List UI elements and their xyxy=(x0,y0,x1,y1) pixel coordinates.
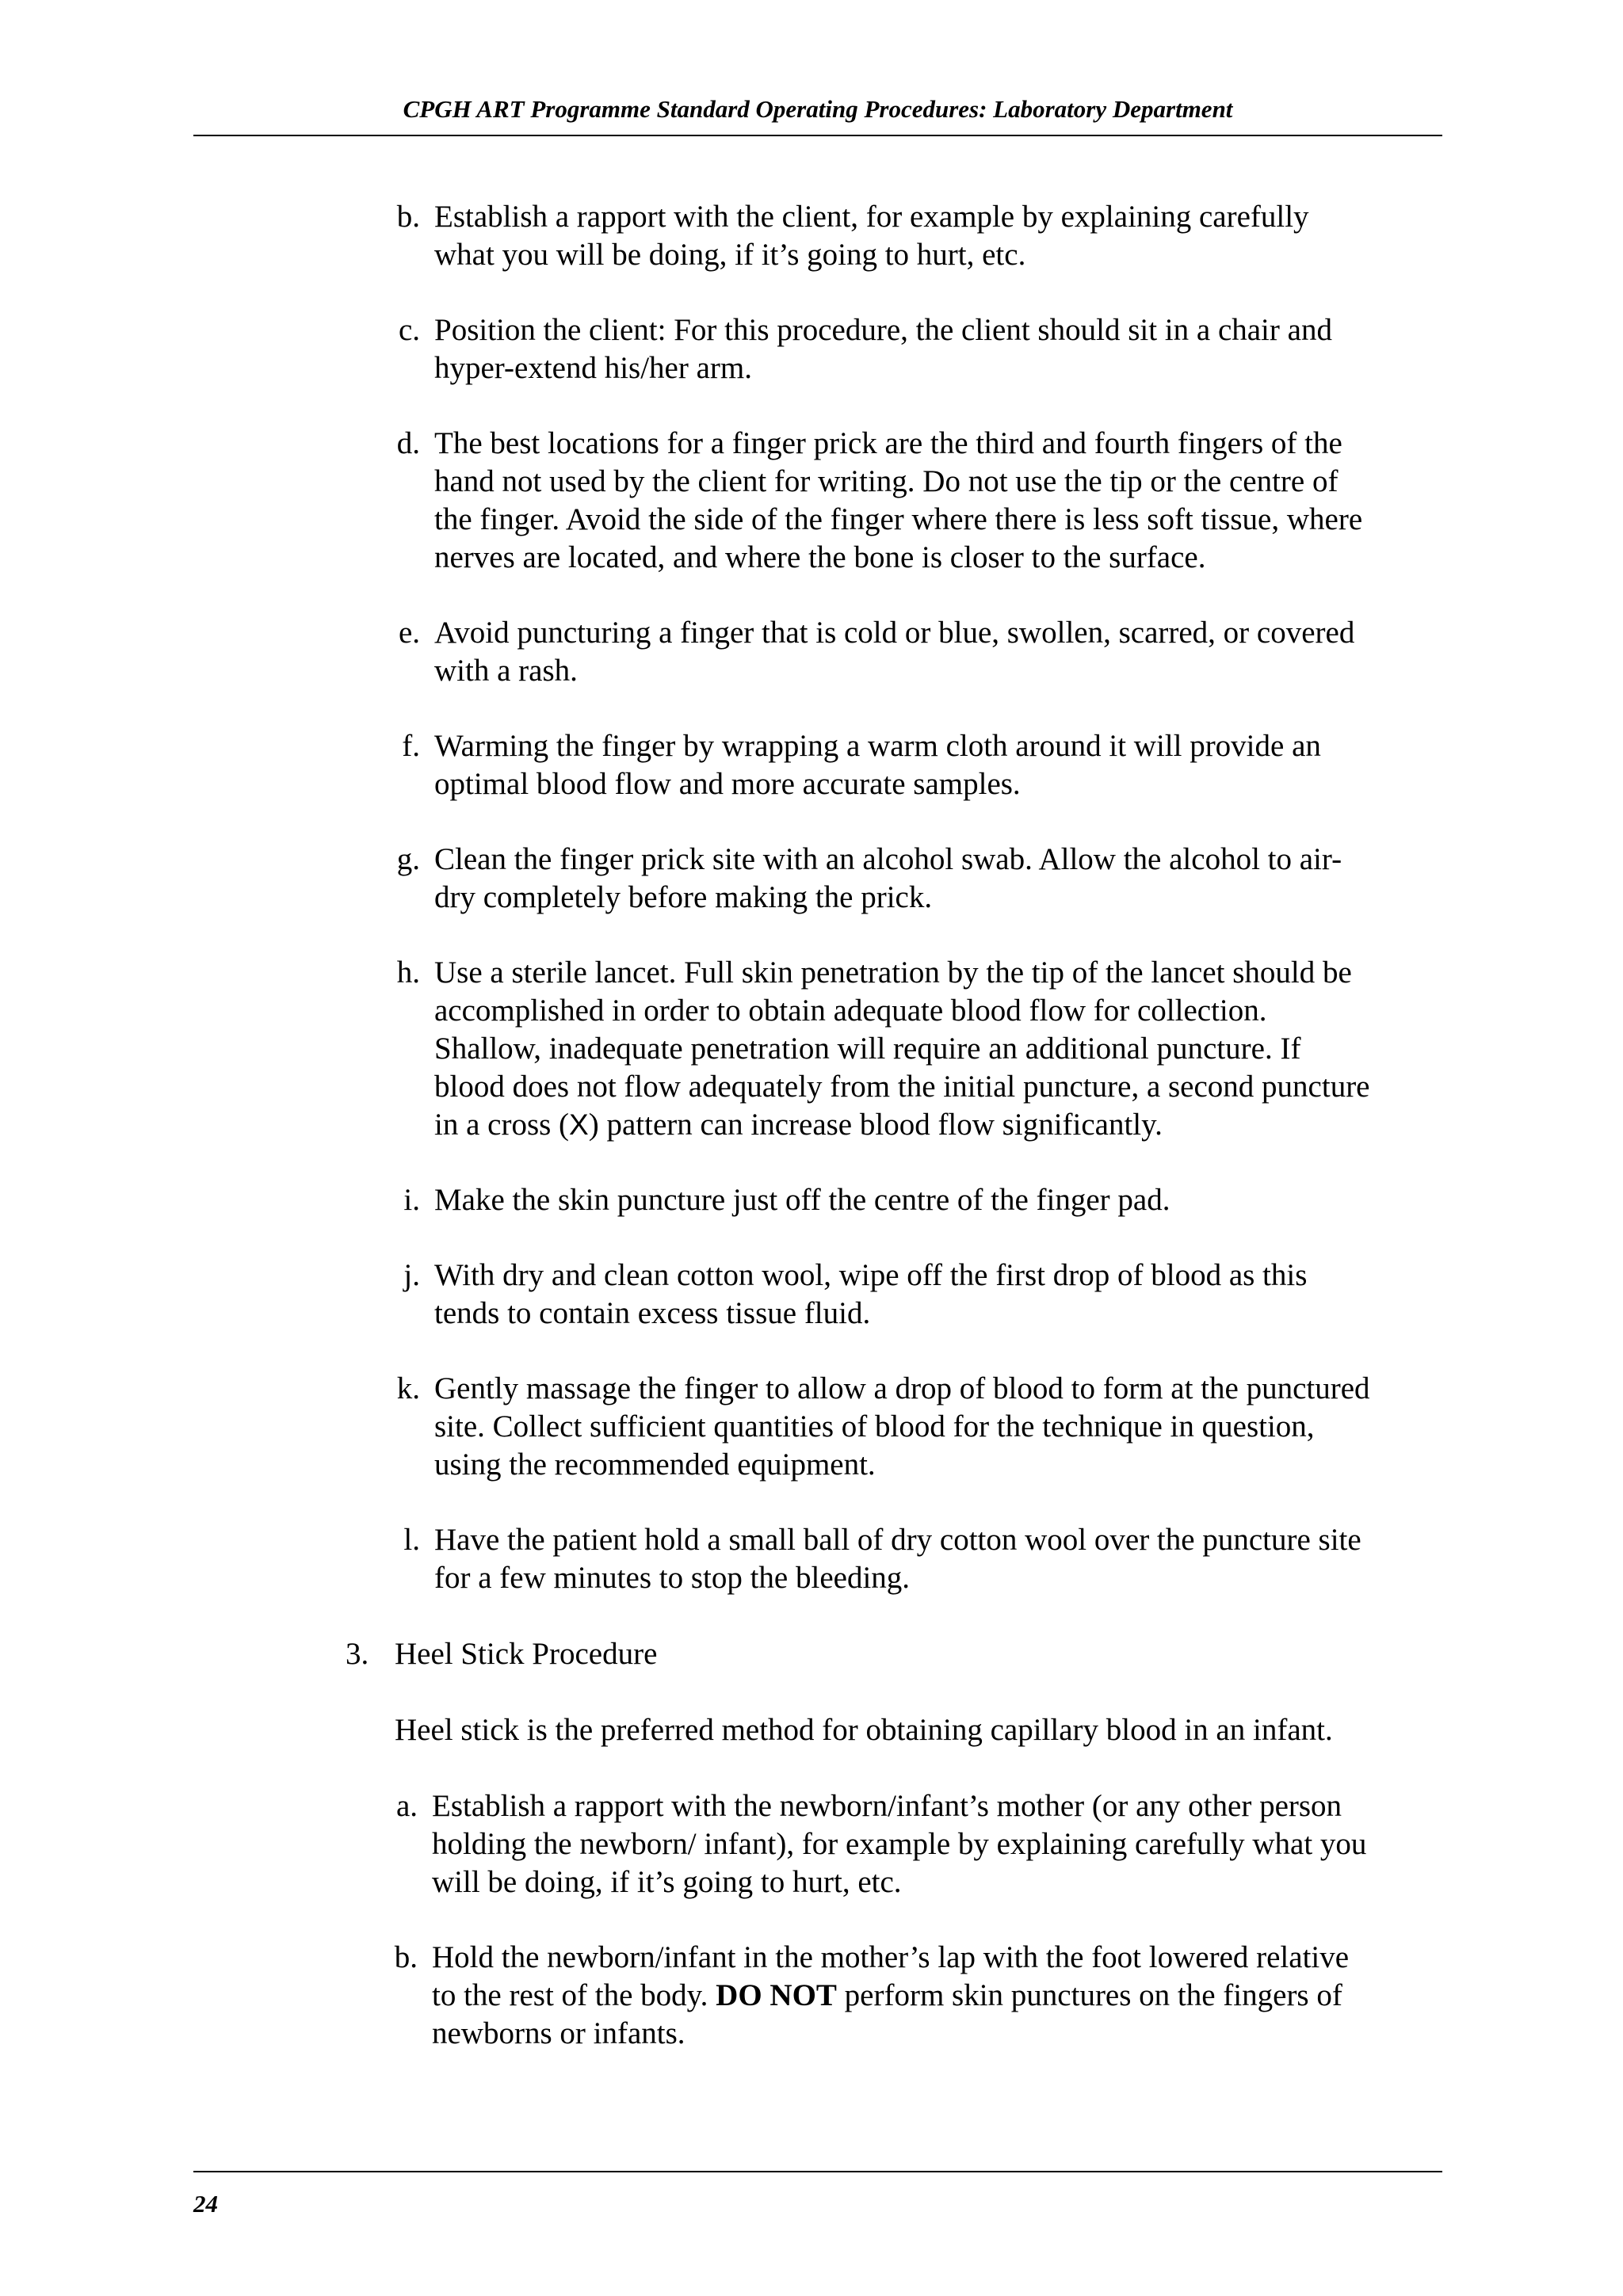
text-fragment: to the rest of the body. xyxy=(432,1978,716,2012)
text-line: Clean the finger prick site with an alcohol swab. Allow the alcohol to air- xyxy=(434,842,1342,876)
heel-item-b xyxy=(383,1939,1349,2053)
cross-symbol: X xyxy=(569,1108,589,1141)
text-line: for a few minutes to stop the bleeding. xyxy=(434,1561,911,1595)
list-marker: b. xyxy=(396,200,420,234)
list-item-h xyxy=(385,954,1370,1144)
emphasis-text: DO NOT xyxy=(716,1978,837,2012)
list-item-l xyxy=(385,1521,1361,1597)
text-line: using the recommended equipment. xyxy=(434,1447,876,1482)
list-item-f xyxy=(385,727,1321,803)
list-marker: c. xyxy=(398,313,420,347)
list-marker: a. xyxy=(395,1789,418,1823)
list-item-i xyxy=(385,1181,1170,1219)
heel-item-a xyxy=(383,1787,1366,1901)
page-number: 24 xyxy=(193,2190,218,2218)
text-line: Establish a rapport with the client, for example by explaining carefully xyxy=(434,200,1309,234)
list-marker: k. xyxy=(396,1371,420,1405)
text-fragment: ) pattern can increase blood flow significantly. xyxy=(588,1108,1163,1142)
text-line: Have the patient hold a small ball of dry cotton wool over the puncture site xyxy=(434,1523,1361,1557)
text-line: Position the client: For this procedure, the client should sit in a chair and xyxy=(434,313,1332,347)
list-item-b xyxy=(385,198,1309,274)
header-title: CPGH ART Programme Standard Operating Procedures: Laboratory Department xyxy=(403,95,1233,123)
text-line: will be doing, if it’s going to hurt, etc. xyxy=(432,1865,902,1899)
text-line: Establish a rapport with the newborn/infant’s mother (or any other person xyxy=(432,1789,1342,1823)
text-line: with a rash. xyxy=(434,654,578,688)
list-marker: f. xyxy=(402,729,420,763)
text-line xyxy=(385,1106,1370,1144)
list-marker: l. xyxy=(403,1523,420,1557)
text-line: Make the skin puncture just off the centre of the finger pad. xyxy=(434,1183,1170,1217)
list-item-c xyxy=(385,311,1332,387)
text-line: hand not used by the client for writing. Do not use the tip or the centre of xyxy=(434,464,1338,498)
intro-text: Heel stick is the preferred method for obtaining capillary blood in an infant. xyxy=(395,1713,1333,1747)
section-title: Heel Stick Procedure xyxy=(395,1637,658,1671)
text-line: holding the newborn/ infant), for example by explaining carefully what you xyxy=(432,1827,1367,1861)
list-item-k xyxy=(385,1370,1370,1484)
text-line: site. Collect sufficient quantities of blood for the technique in question, xyxy=(434,1409,1315,1444)
text-line: nerves are located, and where the bone is closer to the surface. xyxy=(434,540,1206,574)
text-line: optimal blood flow and more accurate samples. xyxy=(434,767,1021,801)
text-line: blood does not flow adequately from the initial puncture, a second puncture xyxy=(434,1070,1370,1104)
page-header xyxy=(193,86,1442,136)
text-line: what you will be doing, if it’s going to hurt, etc. xyxy=(434,238,1026,272)
section-number: 3. xyxy=(346,1637,369,1671)
list-marker: e. xyxy=(398,616,420,650)
list-marker: h. xyxy=(396,955,420,990)
text-line: accomplished in order to obtain adequate blood flow for collection. xyxy=(434,994,1267,1028)
text-line: Warming the finger by wrapping a warm cloth around it will provide an xyxy=(434,729,1321,763)
text-line: Gently massage the finger to allow a drop of blood to form at the punctured xyxy=(434,1371,1370,1405)
text-line: Shallow, inadequate penetration will require an additional puncture. If xyxy=(434,1032,1301,1066)
list-marker: d. xyxy=(396,426,420,460)
footer-rule xyxy=(193,2171,1442,2172)
list-marker: b. xyxy=(394,1940,418,1974)
text-line: newborns or infants. xyxy=(432,2016,685,2050)
section-intro xyxy=(395,1711,1333,1749)
text-line: With dry and clean cotton wool, wipe off the first drop of blood as this xyxy=(434,1258,1308,1292)
text-fragment: perform skin punctures on the fingers of xyxy=(836,1978,1342,2012)
list-marker: j. xyxy=(403,1258,420,1292)
list-item-g xyxy=(385,841,1342,917)
text-line: hyper-extend his/her arm. xyxy=(434,351,752,385)
text-line: the finger. Avoid the side of the finger where there is less soft tissue, where xyxy=(434,502,1363,536)
text-line: dry completely before making the prick. xyxy=(434,880,933,914)
list-marker: g. xyxy=(396,842,420,876)
text-line: Avoid puncturing a finger that is cold or blue, swollen, scarred, or covered xyxy=(434,616,1355,650)
header-rule xyxy=(193,135,1442,136)
text-line xyxy=(383,1977,1349,2015)
section-heading xyxy=(346,1635,658,1673)
list-marker: i. xyxy=(403,1183,420,1217)
list-item-d xyxy=(385,425,1362,577)
text-line: The best locations for a finger prick are the third and fourth fingers of the xyxy=(434,426,1342,460)
text-line: Hold the newborn/infant in the mother’s lap with the foot lowered relative xyxy=(432,1940,1350,1974)
list-item-j xyxy=(385,1257,1307,1333)
text-fragment: in a cross ( xyxy=(434,1108,570,1142)
text-line: Use a sterile lancet. Full skin penetration by the tip of the lancet should be xyxy=(434,955,1352,990)
text-line: tends to contain excess tissue fluid. xyxy=(434,1296,871,1330)
list-item-e xyxy=(385,614,1354,690)
